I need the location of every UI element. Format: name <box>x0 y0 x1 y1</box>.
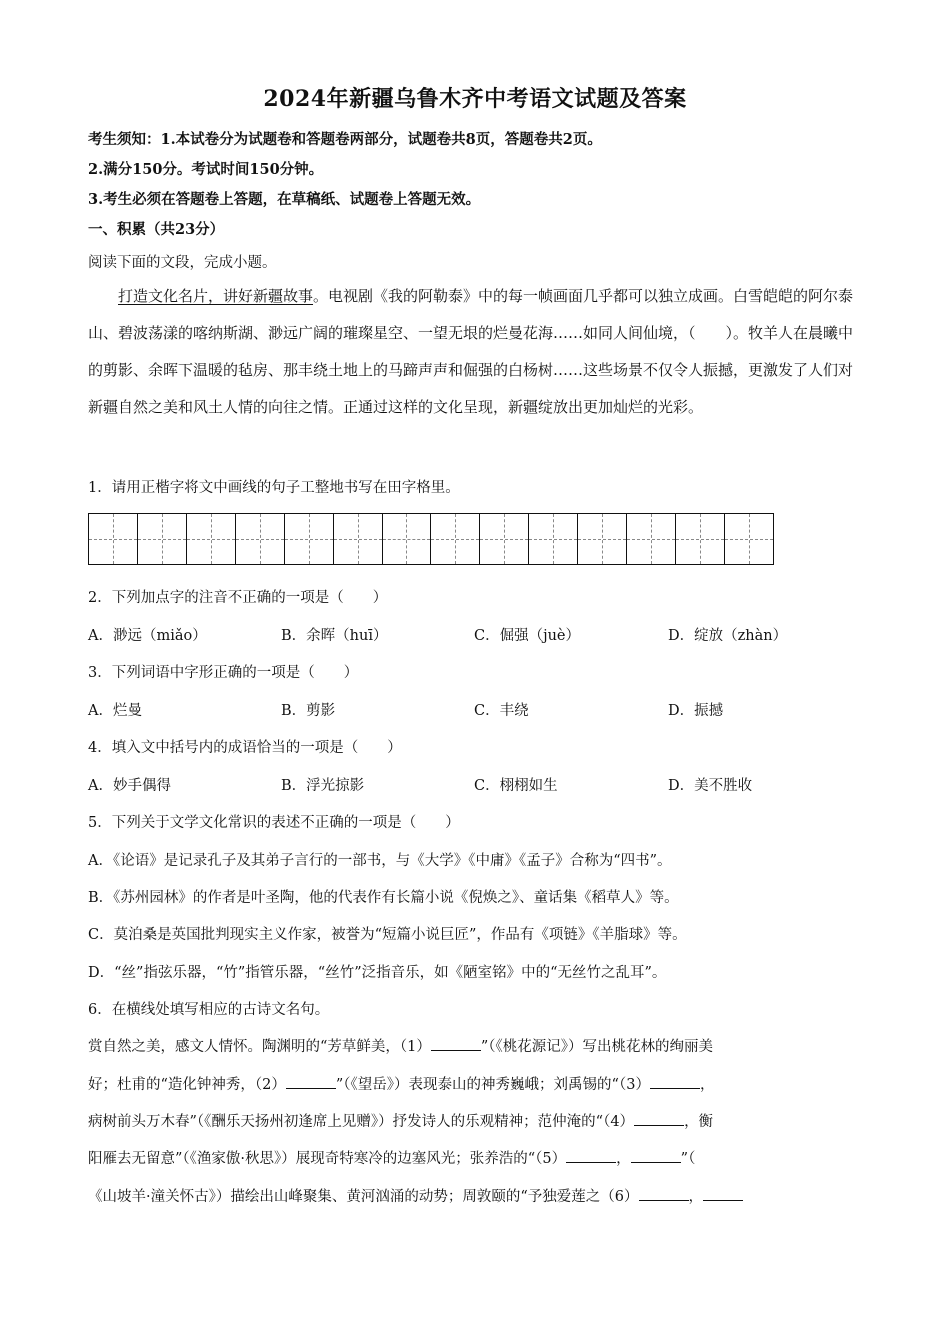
q6-line-1 <box>88 1035 713 1056</box>
q6-text: ”（《桃花源记》）写出桃花林的绚丽美 <box>480 1039 714 1055</box>
q6-line-4 <box>88 1147 695 1168</box>
q3-option-d[interactable]: D．振撼 <box>668 703 724 719</box>
grid-cell[interactable] <box>236 514 285 564</box>
grid-cell[interactable] <box>383 514 432 564</box>
notice-line-2: 2.满分150分。考试时间150分钟。 <box>88 161 324 178</box>
q6-text: 赏自然之美，感文人情怀。陶渊明的“芳草鲜美，（1） <box>88 1039 431 1055</box>
fill-blank-3[interactable] <box>650 1074 700 1089</box>
q5-option-b[interactable]: B．《苏州园林》的作者是叶圣陶，他的代表作有长篇小说《倪焕之》、童话集《稻草人》等。 <box>88 890 679 906</box>
q6-line-2 <box>88 1073 714 1094</box>
grid-cell[interactable] <box>431 514 480 564</box>
q6-text: ，衡 <box>684 1114 714 1130</box>
grid-cell[interactable] <box>138 514 187 564</box>
question-5: 5．下列关于文学文化常识的表述不正确的一项是（ ） <box>88 815 460 831</box>
question-1: 1．请用正楷字将文中画线的句子工整地书写在田字格里。 <box>88 480 460 496</box>
fill-blank-5b[interactable] <box>631 1148 681 1163</box>
reading-instruction: 阅读下面的文段，完成小题。 <box>88 255 277 271</box>
q6-line-3 <box>88 1110 713 1131</box>
q5-option-a[interactable]: A．《论语》是记录孔子及其弟子言行的一部书，与《大学》《中庸》《孟子》合称为“四书”。 <box>88 853 672 869</box>
q6-text: 病树前头万木春”（《酬乐天扬州初逢席上见赠》）抒发诗人的乐观精神；范仲淹的“（4） <box>88 1114 635 1130</box>
q6-text: 好；杜甫的“造化钟神秀，（2） <box>88 1077 286 1093</box>
tianzige-grid[interactable] <box>88 513 774 565</box>
q2-option-b[interactable]: B．余晖（huī） <box>281 628 388 644</box>
q6-text: ， <box>616 1151 631 1167</box>
q6-text: ， <box>699 1077 715 1093</box>
q4-option-d[interactable]: D．美不胜收 <box>668 778 753 794</box>
q6-line-5 <box>88 1185 743 1206</box>
q5-option-d[interactable]: D．“丝”指弦乐器，“竹”指管乐器，“丝竹”泛指音乐，如《陋室铭》中的“无丝竹之乱耳”。 <box>88 965 667 981</box>
q6-text: 《山坡羊·潼关怀古》）描绘出山峰聚集、黄河汹涌的动势；周敦颐的“予独爱莲之（6） <box>88 1189 639 1205</box>
grid-cell[interactable] <box>480 514 529 564</box>
grid-cell[interactable] <box>89 514 138 564</box>
passage-text: 。电视剧《我的阿勒泰》中的每一帧画面几乎都可以独立成画。白雪皑皑的阿尔泰山、碧波荡漾的喀纳斯湖、渺远广阔的璀璨星空、一望无垠的烂曼花海……如同人间仙境，（ ）。牧羊人在晨曦中的剪影、余晖下温暖的毡房、那丰绕土地上的马蹄声声和倔强的白杨树……这些场景不仅令人振撼，更激发了人们对新疆自然之美和风土人情的向往之情。正通过这样的文化呈现，新疆绽放出更加灿烂的光彩。 <box>88 287 854 416</box>
q6-text: 阳雁去无留意”（《渔家傲·秋思》）展现奇特寒冷的边塞风光；张养浩的“（5） <box>88 1151 567 1167</box>
page-title: 2024年新疆乌鲁木齐中考语文试题及答案 <box>263 86 687 112</box>
q3-option-b[interactable]: B．剪影 <box>281 703 336 719</box>
question-6: 6．在横线处填写相应的古诗文名句。 <box>88 1002 330 1018</box>
grid-cell[interactable] <box>627 514 676 564</box>
grid-cell[interactable] <box>334 514 383 564</box>
q2-option-a[interactable]: A．渺远（miǎo） <box>88 628 207 644</box>
fill-blank-5a[interactable] <box>566 1148 616 1163</box>
grid-cell[interactable] <box>725 514 773 564</box>
question-4: 4．填入文中括号内的成语恰当的一项是（ ） <box>88 740 402 756</box>
q4-option-a[interactable]: A．妙手偶得 <box>88 778 171 794</box>
fill-blank-6a[interactable] <box>639 1186 689 1201</box>
grid-cell[interactable] <box>578 514 627 564</box>
q5-option-c[interactable]: C．莫泊桑是英国批判现实主义作家，被誉为“短篇小说巨匠”，作品有《项链》《羊脂球》等。 <box>88 927 687 943</box>
question-2: 2．下列加点字的注音不正确的一项是（ ） <box>88 590 388 606</box>
q4-option-c[interactable]: C．栩栩如生 <box>474 778 558 794</box>
notice-line-1: 考生须知：1.本试卷分为试题卷和答题卷两部分，试题卷共8页，答题卷共2页。 <box>88 131 602 148</box>
q2-option-c[interactable]: C．倔强（juè） <box>474 628 581 644</box>
q6-text: ”（ <box>680 1151 696 1167</box>
grid-cell[interactable] <box>187 514 236 564</box>
q4-option-b[interactable]: B．浮光掠影 <box>281 778 365 794</box>
q3-option-c[interactable]: C．丰绕 <box>474 703 529 719</box>
fill-blank-2[interactable] <box>286 1074 336 1089</box>
fill-blank-1[interactable] <box>431 1036 481 1051</box>
fill-blank-4[interactable] <box>634 1111 684 1126</box>
underlined-sentence: 打造文化名片，讲好新疆故事 <box>118 287 314 305</box>
grid-cell[interactable] <box>529 514 578 564</box>
grid-cell[interactable] <box>676 514 725 564</box>
reading-passage <box>88 278 860 426</box>
q6-text: ”（《望岳》）表现泰山的神秀巍峨；刘禹锡的“（3） <box>335 1077 650 1093</box>
grid-cell[interactable] <box>285 514 334 564</box>
notice-line-3: 3.考生必须在答题卷上答题，在草稿纸、试题卷上答题无效。 <box>88 191 481 208</box>
q2-option-d[interactable]: D．绽放（zhàn） <box>668 628 788 644</box>
fill-blank-6b[interactable] <box>703 1186 743 1201</box>
q3-option-a[interactable]: A．烂曼 <box>88 703 142 719</box>
question-3: 3．下列词语中字形正确的一项是（ ） <box>88 665 359 681</box>
section-heading: 一、积累（共23分） <box>88 221 225 238</box>
q6-text: ， <box>688 1189 703 1205</box>
